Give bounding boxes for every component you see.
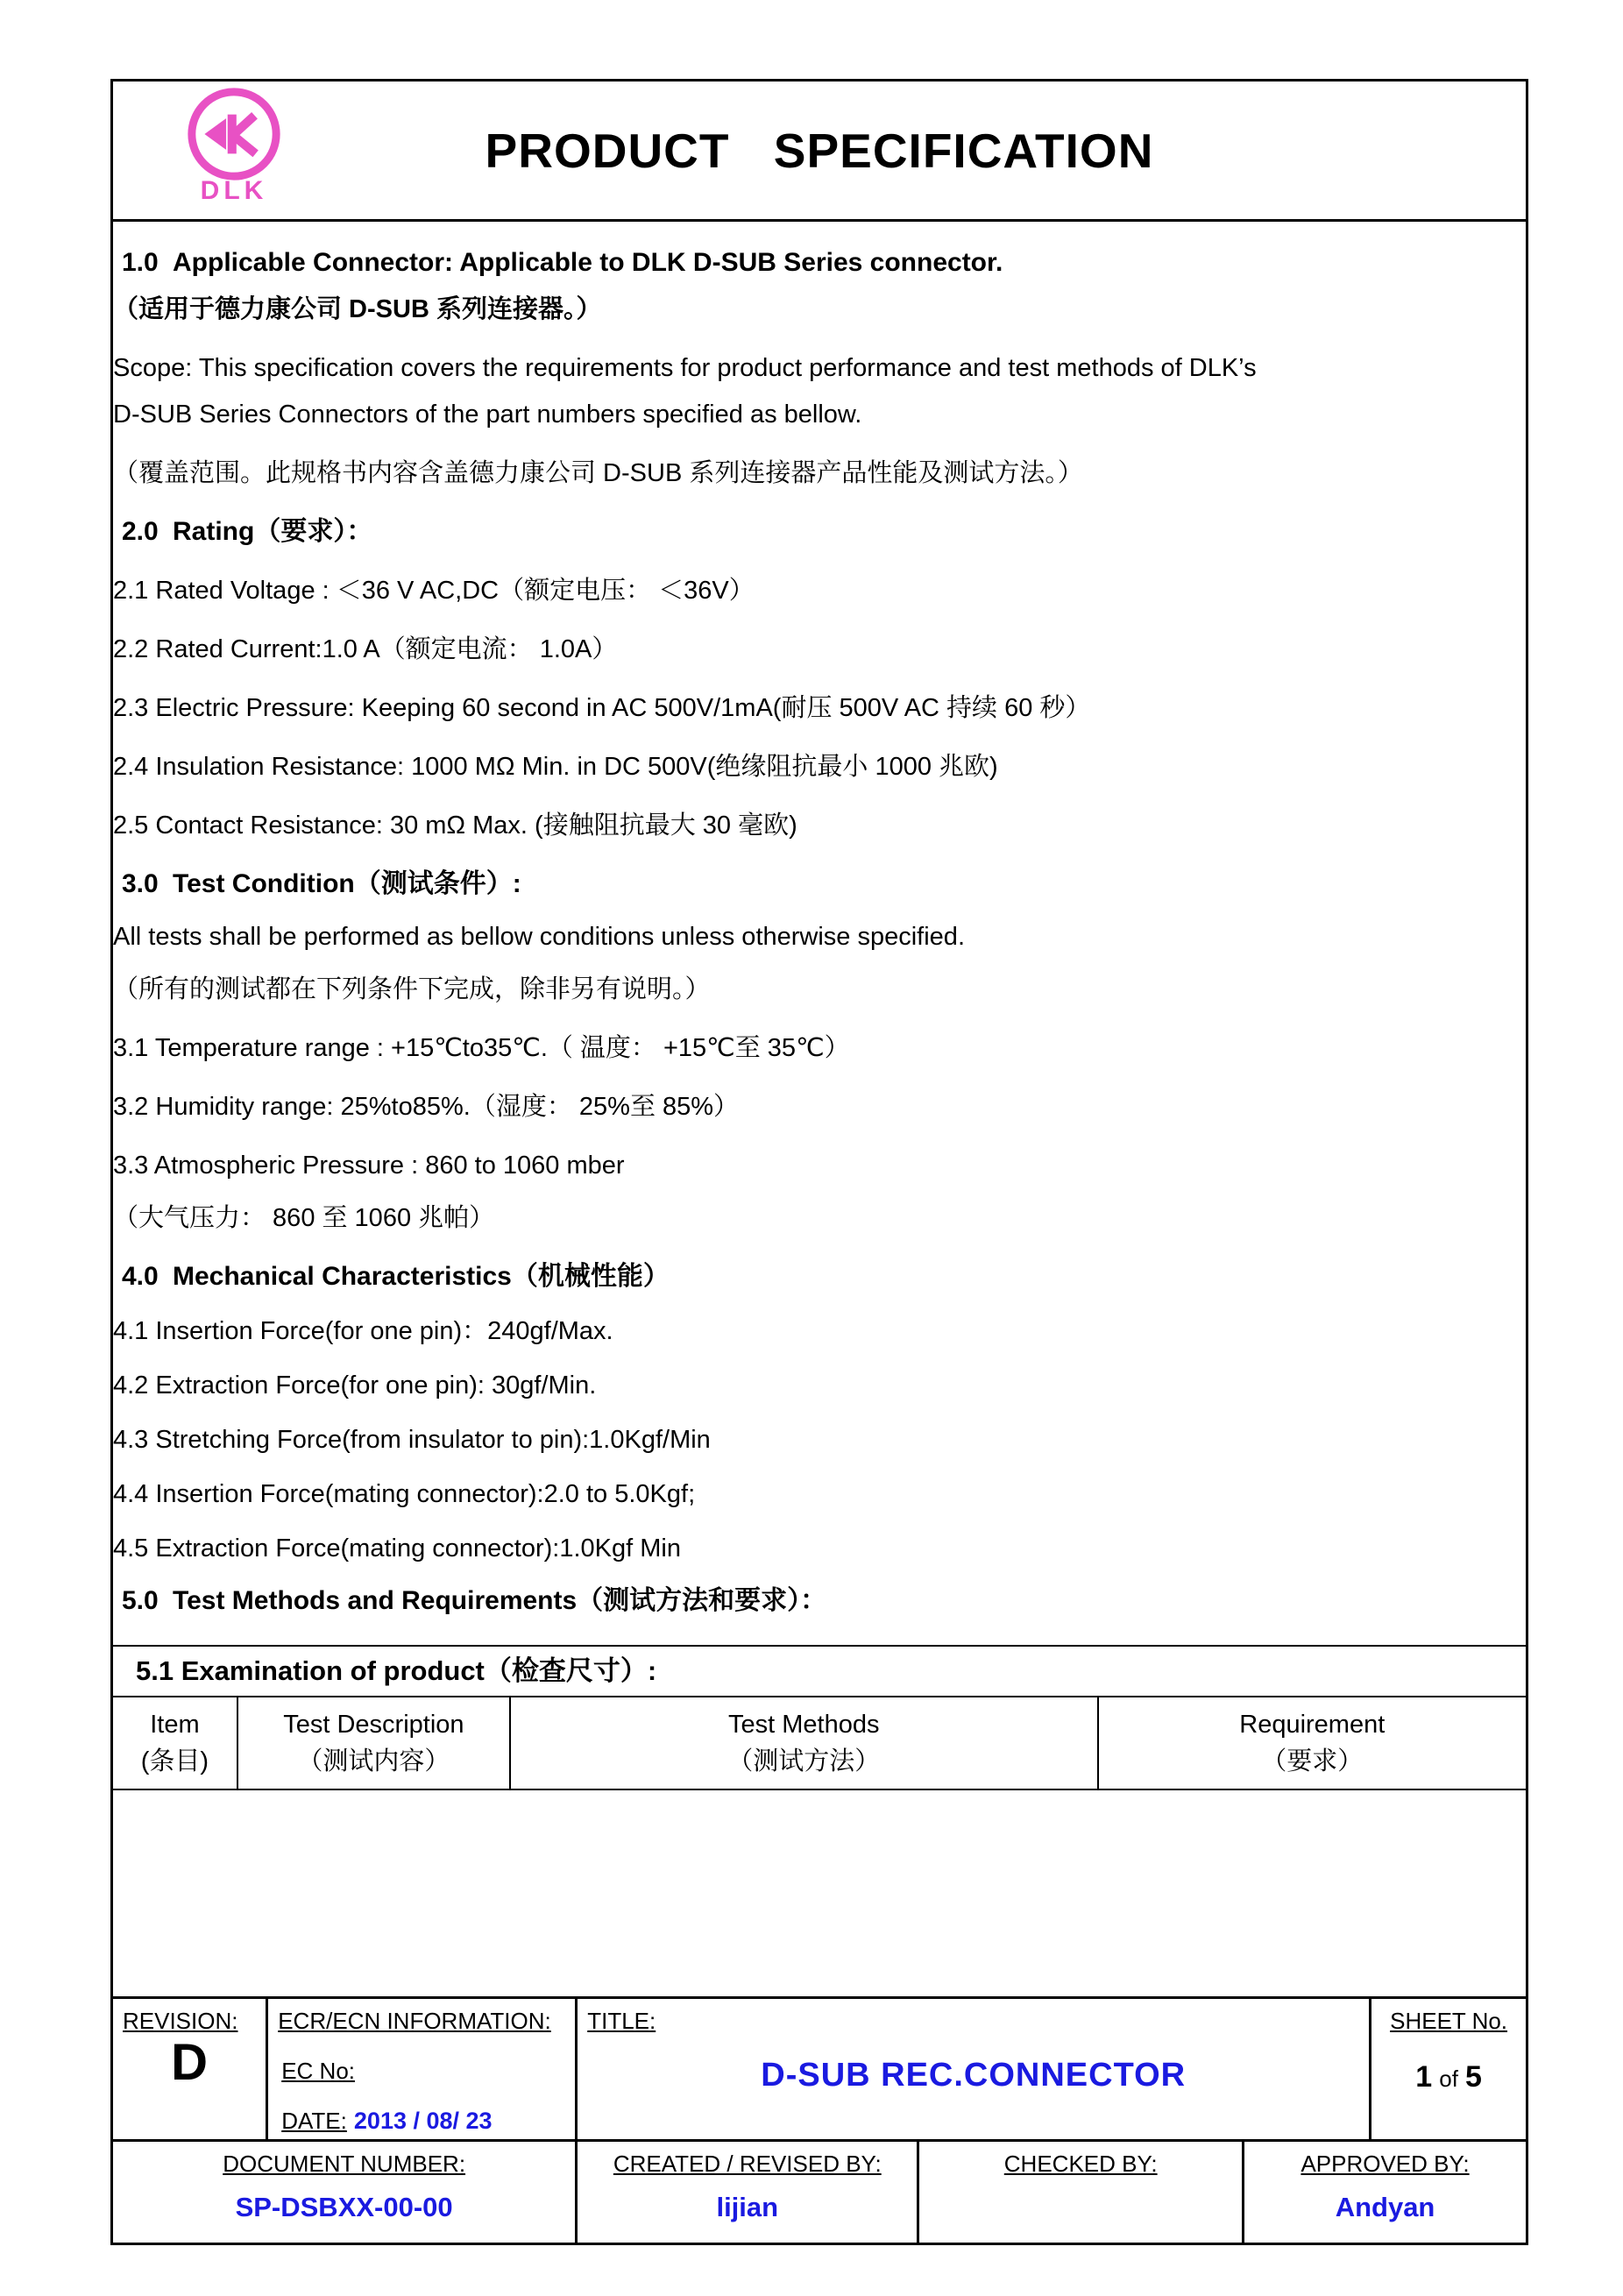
document-body: [113, 222, 1526, 2243]
document-title: PRODUCT SPECIFICATION: [485, 123, 1154, 178]
dlk-logo: [164, 85, 304, 206]
empty-table-body: [113, 1790, 1526, 1996]
column-test-description: [237, 1697, 510, 1789]
document-number-label: DOCUMENT NUMBER:: [223, 2151, 466, 2177]
title-cell: [577, 1998, 1371, 2141]
ec-no-line: [269, 2053, 574, 2088]
date-line: [269, 2103, 574, 2138]
condition-item-3-3-cn: （大气压力： 860 至 1060 兆帕）: [113, 1204, 495, 1232]
section-2-title: Rating（要求）：: [173, 517, 373, 546]
section-3-title: Test Condition（测试条件）:: [173, 869, 521, 898]
ec-no-label: EC No:: [281, 2058, 356, 2084]
revision-label: REVISION:: [123, 2008, 238, 2034]
revision-cell: [113, 1998, 267, 2141]
revision-value: D: [171, 2034, 209, 2091]
footer-info-row: [113, 1998, 1526, 2141]
footer-sign-table: [113, 2142, 1526, 2243]
approved-by-value: Andyan: [1335, 2192, 1435, 2222]
specification-sheet: [110, 79, 1528, 2245]
rating-item-2-2: 2.2 Rated Current:1.0 A（额定电流： 1.0A）: [113, 635, 618, 663]
rating-item-2-1: 2.1 Rated Voltage : ＜36 V AC,DC（额定电压： ＜36V）: [113, 577, 755, 605]
document-number-value: SP-DSBXX-00-00: [235, 2192, 453, 2222]
rating-item-2-5: 2.5 Contact Resistance: 30 mΩ Max. (接触阻抗最大 30 毫欧): [113, 811, 797, 840]
section-1-title: Applicable Connector: Applicable to DLK D-SUB Series connector.: [173, 248, 1003, 277]
sheet-page: 1: [1415, 2060, 1433, 2094]
scope-line-2: D-SUB Series Connectors of the part numbers specified as bellow.: [113, 400, 862, 429]
column-test-description-en: Test Description: [283, 1711, 464, 1739]
section-5-number: 5.0: [122, 1586, 159, 1615]
condition-item-3-1: 3.1 Temperature range : +15℃to35℃.（ 温度： +15℃至 35℃）: [113, 1034, 850, 1062]
logo-text: DLK: [200, 176, 268, 205]
column-test-methods: [510, 1697, 1098, 1789]
scope-line-1: Scope: This specification covers the requirements for product performance and test methods of DLK’s: [113, 354, 1257, 382]
rating-item-2-3: 2.3 Electric Pressure: Keeping 60 second in AC 500V/1mA(耐压 500V AC 持续 60 秒）: [113, 694, 1091, 722]
column-test-description-cn: （测试内容）: [297, 1747, 450, 1775]
section-5-title: Test Methods and Requirements（测试方法和要求）：: [173, 1586, 827, 1615]
section-5-heading: [113, 1584, 1526, 1619]
scope-line-cn: （覆盖范围。此规格书内容含盖德力康公司 D-SUB 系列连接器产品性能及测试方法。）: [113, 459, 1083, 487]
created-by-label: CREATED / REVISED BY:: [613, 2151, 882, 2177]
column-requirement-en: Requirement: [1239, 1711, 1386, 1739]
exam-caption: 5.1 Examination of product（检查尺寸）:: [113, 1646, 1526, 1697]
document-number-cell: [113, 2142, 577, 2243]
mech-item-4-4: 4.4 Insertion Force(mating connector):2.0 to 5.0Kgf;: [113, 1480, 696, 1508]
sheet-of: of: [1439, 2066, 1458, 2092]
sheet-number-value: [1372, 2059, 1525, 2096]
examination-table: [113, 1645, 1526, 1790]
title-value: D-SUB REC.CONNECTOR: [761, 2057, 1187, 2094]
column-test-methods-en: Test Methods: [728, 1711, 880, 1739]
created-by-value: lijian: [716, 2192, 779, 2222]
sheet-total: 5: [1464, 2060, 1482, 2094]
footer-info-table: [113, 1996, 1526, 2142]
test-condition-intro-cn: （所有的测试都在下列条件下完成，除非另有说明。）: [113, 975, 711, 1003]
exam-caption-row: [113, 1646, 1526, 1697]
section-1-heading: [113, 245, 1526, 280]
test-condition-intro: All tests shall be performed as bellow conditions unless otherwise specified.: [113, 923, 965, 951]
footer-sign-row: [113, 2142, 1526, 2243]
approved-by-cell: [1244, 2142, 1526, 2243]
section-4-title: Mechanical Characteristics（机械性能）: [173, 1262, 670, 1291]
column-item-en: Item: [150, 1711, 200, 1739]
exam-header-row: [113, 1697, 1526, 1789]
column-item: [113, 1697, 237, 1789]
section-1-heading-cn: （适用于德力康公司 D-SUB 系列连接器。）: [113, 295, 602, 323]
section-3-number: 3.0: [122, 869, 159, 898]
mech-item-4-1: 4.1 Insertion Force(for one pin)：240gf/Max.: [113, 1317, 613, 1345]
date-value: 2013 / 08/ 23: [353, 2108, 493, 2134]
date-label: DATE:: [281, 2108, 347, 2134]
section-4-heading: [113, 1259, 1526, 1294]
approved-by-label: APPROVED BY:: [1301, 2151, 1470, 2177]
column-test-methods-cn: （测试方法）: [727, 1747, 881, 1775]
mech-item-4-2: 4.2 Extraction Force(for one pin): 30gf/Min.: [113, 1371, 597, 1400]
column-requirement-cn: （要求）: [1261, 1747, 1364, 1775]
title-label: TITLE:: [587, 2008, 656, 2034]
ecr-ecn-label: ECR/ECN INFORMATION:: [278, 2008, 551, 2034]
checked-by-label: CHECKED BY:: [1003, 2151, 1158, 2177]
checked-by-value: [920, 2190, 1241, 2225]
section-1-number: 1.0: [122, 248, 159, 277]
section-2-heading: [113, 514, 1526, 549]
dlk-logo-icon: [185, 85, 283, 183]
sheet-number-label: SHEET No.: [1390, 2008, 1508, 2034]
mech-item-4-3: 4.3 Stretching Force(from insulator to pin):1.0Kgf/Min: [113, 1426, 711, 1454]
condition-item-3-2: 3.2 Humidity range: 25%to85%.（湿度： 25%至 85%）: [113, 1093, 740, 1121]
document-header: [113, 81, 1526, 222]
rating-item-2-4: 2.4 Insulation Resistance: 1000 MΩ Min. in DC 500V(绝缘阻抗最小 1000 兆欧): [113, 753, 998, 781]
condition-item-3-3: 3.3 Atmospheric Pressure : 860 to 1060 mber: [113, 1152, 625, 1180]
sheet-cell: [1371, 1998, 1526, 2141]
section-2-number: 2.0: [122, 517, 159, 546]
checked-by-cell: [918, 2142, 1244, 2243]
column-requirement: [1098, 1697, 1526, 1789]
column-item-cn: (条目): [140, 1747, 209, 1775]
section-3-heading: [113, 867, 1526, 902]
mech-item-4-5: 4.5 Extraction Force(mating connector):1.0Kgf Min: [113, 1534, 681, 1563]
ecr-ecn-cell: [267, 1998, 577, 2141]
created-by-cell: [577, 2142, 918, 2243]
section-4-number: 4.0: [122, 1262, 159, 1291]
